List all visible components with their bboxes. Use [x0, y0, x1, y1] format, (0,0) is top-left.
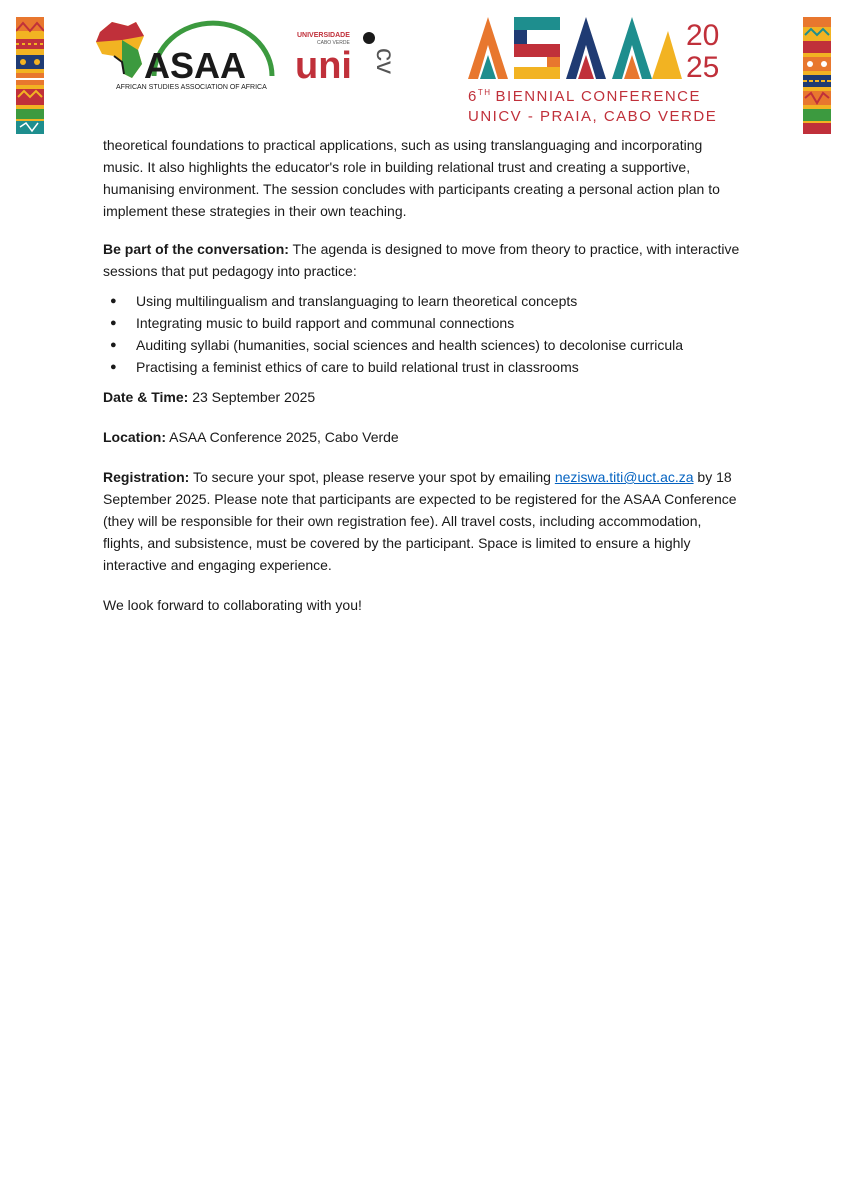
date-value: 23 September 2025 [188, 389, 316, 405]
asaa-logo [92, 18, 282, 92]
conversation-text: The agenda is designed to move from theory to practice, with interactive sessions that put pedagogy into practice: [103, 241, 740, 279]
location-line [103, 426, 743, 448]
asaa-tagline: AFRICAN STUDIES ASSOCIATION OF AFRICA [116, 84, 267, 91]
conf-line1: 6TH BIENNIAL CONFERENCE [468, 88, 701, 105]
registration-paragraph: Registration: To secure your spot, please reserve your spot by emailing neziswa.titi@uct.ac.za by 18 September 2025. Please note that participants are expected to be registered for the ASAA Conference (they will be responsible for their own registration fee). All travel costs, including accommodation, flights, and subsistence, must be covered by the participant. Space is limited to ensure a highly interactive and engaging experience. [103, 469, 737, 573]
conf-letter-s [514, 17, 560, 30]
bullet-icon: ● [110, 295, 117, 307]
conference-logo [466, 15, 736, 125]
date-label: Date & Time: [103, 389, 189, 405]
conf-line2: UNICV - PRAIA, CABO VERDE [468, 108, 718, 125]
intro-paragraph: theoretical foundations to practical applications, such as using translanguaging and incorporating music. It also highlights the educator's role in building relational trust and creating a supportive, humanising environment. The session concludes with participants creating a personal action plan to implement these strategies in their own teaching. [103, 137, 720, 219]
decorative-pattern-strip-left [16, 17, 44, 134]
list-item: ● Using multilingualism and translanguaging to learn theoretical concepts [103, 290, 743, 312]
conversation-paragraph [103, 238, 743, 282]
location-label: Location: [103, 429, 166, 445]
asaa-wordmark: ASAA [144, 45, 247, 86]
conversation-label: Be part of the conversation: [103, 241, 289, 257]
unicv-sub-line: CABO VERDE [317, 40, 350, 46]
decorative-pattern-strip-right [803, 17, 831, 134]
conf-year-top: 20 [686, 19, 720, 52]
document-body [103, 134, 743, 632]
list-item: ● Integrating music to build rapport and communal connections [103, 312, 743, 334]
bullet-icon: ● [110, 339, 117, 351]
unicv-suffix: cv [371, 48, 401, 74]
list-item: ● Auditing syllabi (humanities, social sciences and health sciences) to decolonise curricula [103, 334, 743, 356]
list-item: ● Practising a feminist ethics of care to build relational trust in classrooms [103, 356, 743, 378]
unicv-logo [295, 28, 407, 84]
registration-email-link[interactable]: neziswa.titi@uct.ac.za [554, 469, 694, 485]
bullet-icon: ● [110, 361, 117, 373]
bullet-icon: ● [110, 317, 117, 329]
unicv-top-line: UNIVERSIDADE [297, 32, 350, 39]
closing-line: We look forward to collaborating with you! [103, 597, 362, 613]
date-time-line [103, 386, 743, 408]
session-list [103, 290, 743, 378]
location-value: ASAA Conference 2025, Cabo Verde [166, 429, 399, 445]
unicv-wordmark: uni [295, 45, 352, 84]
conf-year-bottom: 25 [686, 51, 720, 84]
registration-label: Registration: [103, 469, 190, 485]
